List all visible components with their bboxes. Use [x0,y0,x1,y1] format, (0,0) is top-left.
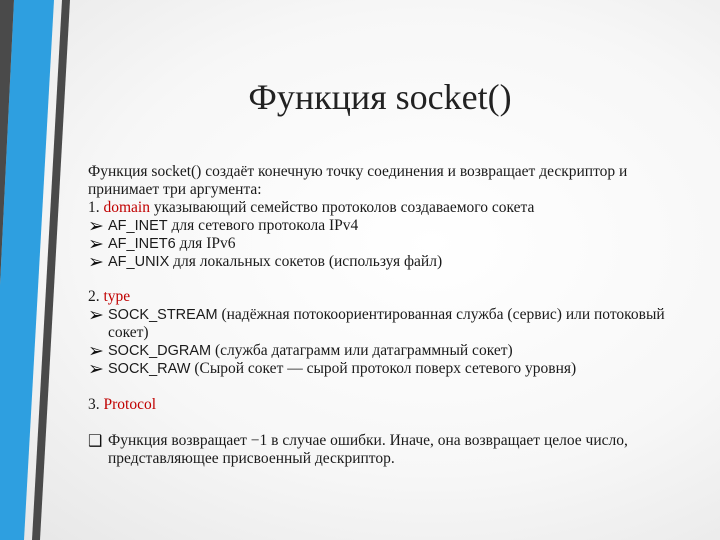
type-number: 2. [88,288,104,305]
arrow-bullet-icon: ➢ [88,340,104,362]
domain-line [88,199,688,217]
constant-description: (Сырой сокет — сырой протокол поверх сетевого уровня) [190,360,577,377]
protocol-line [88,396,688,414]
square-bullet-icon: ❑ [88,431,103,450]
type-keyword: type [103,288,131,305]
slide-title: Функция socket() [248,77,512,117]
constant-description: (служба датаграмм или датаграммный сокет) [211,342,513,359]
protocol-keyword: Protocol [103,396,157,413]
constant-name: SOCK_STREAM [108,307,218,323]
type-line [88,288,688,306]
constant-name: SOCK_DGRAM [108,343,212,359]
domain-item [88,217,688,235]
domain-description: указывающий семейство протоколов создаваемого сокета [150,199,535,216]
return-value-note [88,432,688,468]
constant-name: AF_UNIX [108,254,170,270]
decorative-stripes [0,0,90,540]
constant-description: для IPv6 [175,235,236,252]
arrow-bullet-icon: ➢ [88,215,104,237]
constant-description: для сетевого протокола IPv4 [167,217,359,234]
type-item [88,360,688,378]
constant-description: (надёжная потокоориентированная служба (сервис) или потоковый сокет) [108,306,665,341]
domain-number: 1. [88,199,104,216]
arrow-bullet-icon: ➢ [88,251,104,273]
type-item [88,306,688,342]
type-item [88,342,688,360]
domain-item [88,235,688,253]
intro-text: Функция socket() создаёт конечную точку соединения и возвращает дескриптор и принимает три аргумента: [88,163,628,198]
slide-content [88,163,688,468]
constant-name: AF_INET [108,218,168,234]
domain-item [88,253,688,271]
note-text: Функция возвращает −1 в случае ошибки. Иначе, она возвращает целое число, представляющее присвоенный дескриптор. [108,432,628,467]
protocol-number: 3. [88,396,104,413]
constant-description: для локальных сокетов (используя файл) [169,253,443,270]
domain-keyword: domain [103,199,150,216]
arrow-bullet-icon: ➢ [88,358,104,380]
constant-name: SOCK_RAW [108,361,191,377]
arrow-bullet-icon: ➢ [88,304,104,326]
constant-name: AF_INET6 [108,236,176,252]
arrow-bullet-icon: ➢ [88,233,104,255]
